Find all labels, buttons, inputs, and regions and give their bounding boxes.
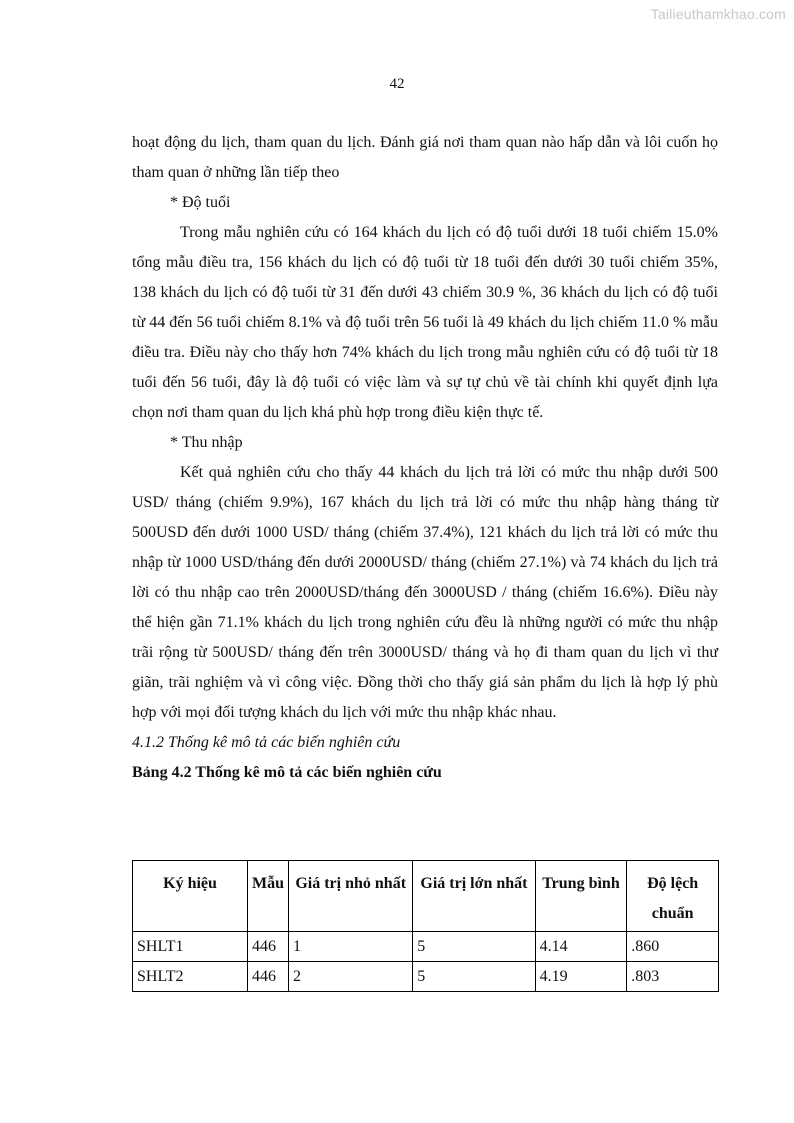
income-subheading: * Thu nhập bbox=[170, 434, 243, 451]
page-number: 42 bbox=[389, 76, 405, 92]
cell-std-dev: .803 bbox=[627, 962, 719, 992]
section-heading: 4.1.2 Thống kê mô tả các biến nghiên cứu bbox=[132, 734, 401, 751]
cell-std-dev: .860 bbox=[627, 932, 719, 962]
header-mean: Trung bình bbox=[535, 861, 627, 932]
cell-max: 5 bbox=[413, 962, 535, 992]
income-paragraph: Kết quả nghiên cứu cho thấy 44 khách du lịch trả lời có mức thu nhập dưới 500 USD/ tháng (chiếm 9.9%), 167 khách du lịch trả lời có mức thu nhập hàng tháng từ 500USD đến dưới 1000 USD/ tháng (chiếm 37.4%), 121 khách du lịch trả lời có mức thu nhập từ 1000 USD/tháng đến dưới 2000USD/ tháng (chiếm 27.1%) và 74 khách du lịch trả lời có thu nhập cao trên 2000USD/tháng đến 3000USD / tháng (chiếm 16.6%). Điều này thể hiện gần 71.1% khách du lịch trong nghiên cứu đều là những người có mức thu nhập trãi rộng từ 500USD/ tháng đến trên 3000USD/ tháng và họ đi tham quan du lịch vì thư giãn, trãi nghiệm và vì công việc. Đồng thời cho thấy giá sản phẩm du lịch là hợp lý phù hợp với mọi đối tượng khách du lịch với mức thu nhập khác nhau. bbox=[132, 464, 718, 721]
cell-symbol: SHLT1 bbox=[133, 932, 248, 962]
age-paragraph: Trong mẫu nghiên cứu có 164 khách du lịch có độ tuổi dưới 18 tuổi chiếm 15.0% tổng mẫu điều tra, 156 khách du lịch có độ tuổi từ 18 tuổi đến dưới 30 tuổi chiếm 35%, 138 khách du lịch có độ tuổi từ 31 đến dưới 43 chiếm 30.9 %, 36 khách du lịch có độ tuổi từ 44 đến 56 tuổi chiếm 8.1% và độ tuổi trên 56 tuổi là 49 khách du lịch chiếm 11.0 % mẫu điều tra. Điều này cho thấy hơn 74% khách du lịch trong mẫu nghiên cứu có độ tuổi từ 18 tuổi đến 56 tuổi, đây là độ tuổi có việc làm và sự tự chủ về tài chính khi quyết định lựa chọn nơi tham quan du lịch khá phù hợp trong điều kiện thực tế. bbox=[132, 224, 718, 421]
table-row bbox=[133, 962, 719, 992]
cell-max: 5 bbox=[413, 932, 535, 962]
header-min: Giá trị nhỏ nhất bbox=[289, 861, 413, 932]
cell-sample: 446 bbox=[248, 932, 289, 962]
paragraph-continuation: hoạt động du lịch, tham quan du lịch. Đánh giá nơi tham quan nào hấp dẫn và lôi cuốn họ tham quan ở những lần tiếp theo bbox=[132, 134, 718, 181]
watermark: Tailieuthamkhao.com bbox=[650, 6, 786, 22]
cell-sample: 446 bbox=[248, 962, 289, 992]
cell-mean: 4.14 bbox=[535, 932, 627, 962]
descriptive-stats-table bbox=[132, 860, 719, 992]
header-max: Giá trị lớn nhất bbox=[413, 861, 535, 932]
table-row bbox=[133, 932, 719, 962]
header-std-dev: Độ lệch chuẩn bbox=[627, 861, 719, 932]
document-body bbox=[132, 128, 718, 788]
cell-min: 1 bbox=[289, 932, 413, 962]
cell-mean: 4.19 bbox=[535, 962, 627, 992]
table-header-row bbox=[133, 861, 719, 932]
cell-symbol: SHLT2 bbox=[133, 962, 248, 992]
header-sample: Mẫu bbox=[248, 861, 289, 932]
header-symbol: Ký hiệu bbox=[133, 861, 248, 932]
age-subheading: * Độ tuổi bbox=[170, 194, 231, 211]
cell-min: 2 bbox=[289, 962, 413, 992]
table-caption: Bảng 4.2 Thống kê mô tả các biến nghiên cứu bbox=[132, 764, 442, 781]
